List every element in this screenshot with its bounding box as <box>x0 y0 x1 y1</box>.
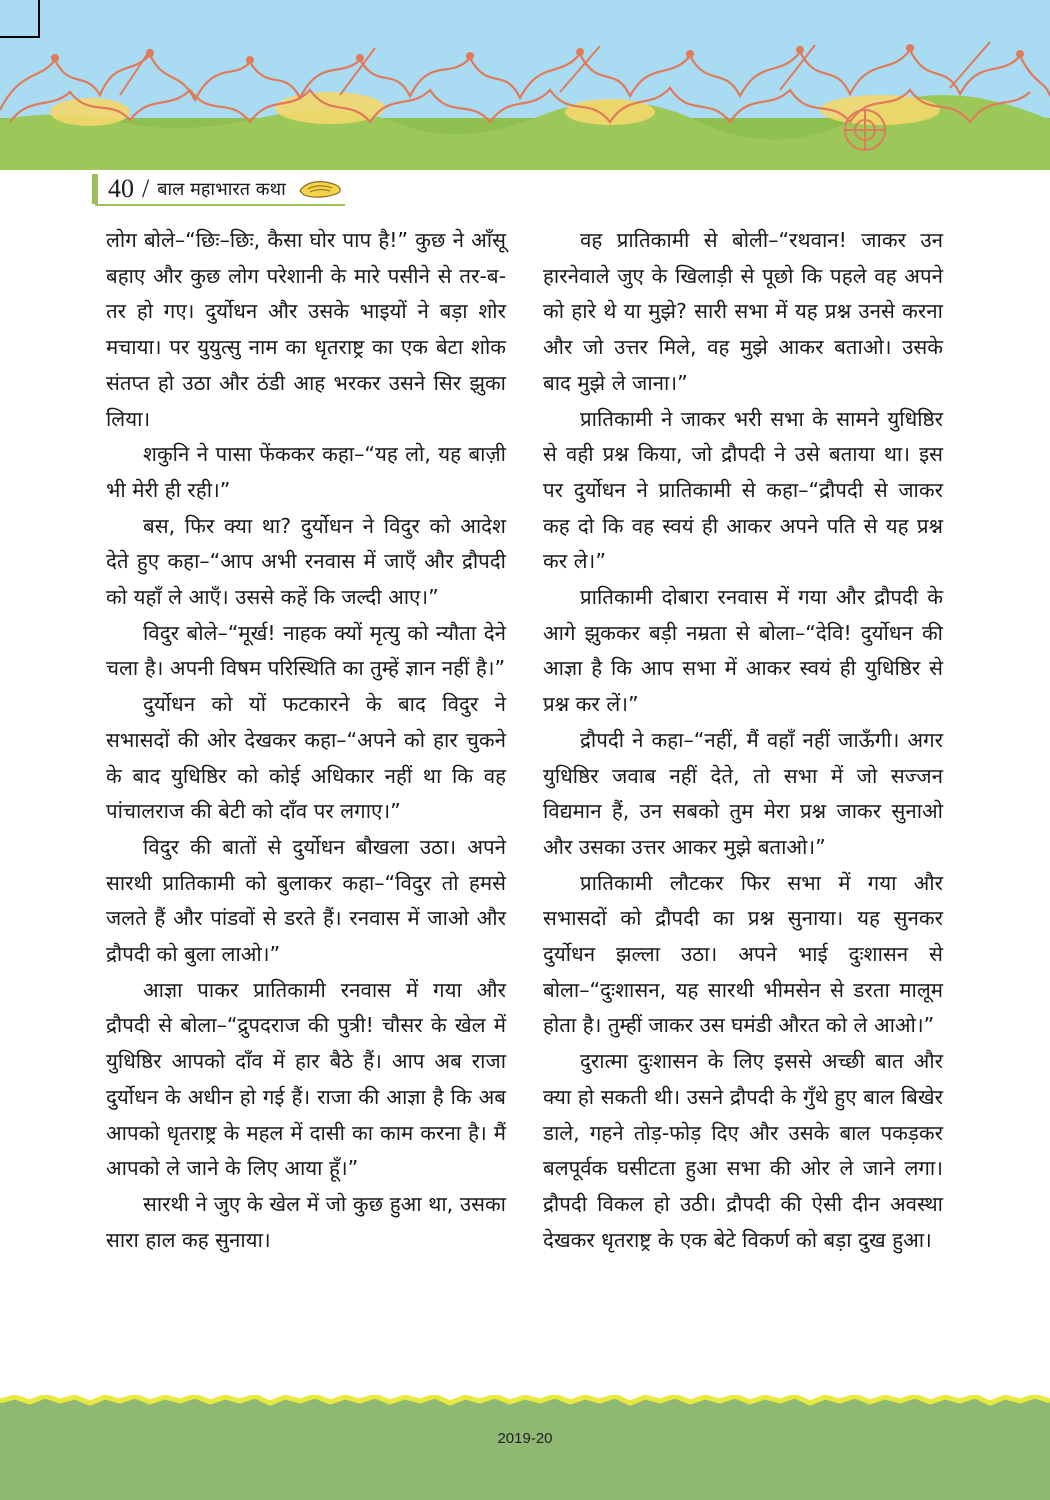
conch-shell-icon <box>296 177 344 201</box>
paragraph: दुरात्मा दुःशासन के लिए इससे अच्छी बात और क्या हो सकती थी। उसने द्रौपदी के गुँथे हुए बाल बिखेर डाले, गहने तोड़-फोड़ दिए और उसके बाल पकड़कर बलपूर्वक घसीटता हुआ सभा की ओर ले जाने लगा। द्रौपदी विकल हो उठी। द्रौपदी की ऐसी दीन अवस्था देखकर धृतराष्ट्र के एक बेटे विकर्ण को बड़ा दुख हुआ। <box>543 1049 943 1252</box>
book-title: बाल महाभारत कथा <box>157 179 286 200</box>
paragraph: वह प्रातिकामी से बोली–“रथवान! जाकर उन हारनेवाले जुए के खिलाड़ी से पूछो कि पहले वह अपने को हारे थे या मुझे? सारी सभा में यह प्रश्न उनसे करना और जो उत्तर मिले, वह मुझे आकर बताओ। उसके बाद मुझे ले जाना।” <box>543 228 943 395</box>
header-separator: / <box>142 174 150 203</box>
paragraph: द्रौपदी ने कहा–“नहीं, मैं वहाँ नहीं जाऊँगी। अगर युधिष्ठिर जवाब नहीं देते, तो सभा में जो सज्जन विद्यमान हैं, उन सबको तुम मेरा प्रश्न जाकर सुनाओ और उसका उत्तर आकर मुझे बताओ।” <box>543 727 943 859</box>
footer-year: 2019-20 <box>497 1430 553 1447</box>
paragraph: प्रातिकामी ने जाकर भरी सभा के सामने युधिष्ठिर से वही प्रश्न किया, जो द्रौपदी ने उसे बताया था। इस पर दुर्योधन ने प्रातिकामी से कहा–“द्रौपदी से जाकर कह दो कि वह स्वयं ही आकर अपने पति से यह प्रश्न कर ले।” <box>543 406 943 574</box>
running-header <box>92 172 344 206</box>
paragraph: बस, फिर क्या था? दुर्योधन ने विदुर को आदेश देते हुए कहा–“आप अभी रनवास में जाएँ और द्रौपदी को यहाँ ले आएँ। उससे कहें कि जल्दी आए।” <box>106 513 506 610</box>
paragraph: शकुनि ने पासा फेंककर कहा–“यह लो, यह बाज़ी भी मेरी ही रही।” <box>106 442 506 502</box>
paragraph: विदुर बोले–“मूर्ख! नाहक क्यों मृत्यु को न्यौता देने चला है। अपनी विषम परिस्थिति का तुम्हें ज्ञान नहीं है।” <box>106 620 506 681</box>
paragraph: विदुर की बातों से दुर्योधन बौखला उठा। अपने सारथी प्रातिकामी को बुलाकर कहा–“विदुर तो हमसे जलते हैं और पांडवों से डरते हैं। रनवास में जाओ और द्रौपदी को बुला लाओ।” <box>106 834 506 967</box>
banner-illustration <box>0 0 1050 170</box>
paragraph: लोग बोले–“छिः–छिः, कैसा घोर पाप है!” कुछ ने आँसू बहाए और कुछ लोग परेशानी के मारे पसीने से तर-ब-तर हो गए। दुर्योधन और उसके भाइयों ने बड़ा शोर मचाया। पर युयुत्सु नाम का धृतराष्ट्र का एक बेटा शोक संतप्त हो उठा और ठंडी आह भरकर उसने सिर झुका लिया। <box>106 228 506 431</box>
crop-mark <box>38 0 40 38</box>
paragraph: दुर्योधन को यों फटकारने के बाद विदुर ने सभासदों की ओर देखकर कहा–“अपने को हार चुकने के बाद युधिष्ठिर को कोई अधिकार नहीं था कि वह पांचालराज की बेटी को दाँव पर लगाए।” <box>106 692 506 824</box>
paragraph: सारथी ने जुए के खेल में जो कुछ हुआ था, उसका सारा हाल कह सुनाया। <box>106 1191 506 1252</box>
page-number: 40 <box>108 174 134 203</box>
left-text-column <box>106 223 506 1258</box>
paragraph: प्रातिकामी दोबारा रनवास में गया और द्रौपदी के आगे झुककर बड़ी नम्रता से बोला–“देवि! दुर्योधन की आज्ञा है कि आप सभा में आकर स्वयं ही युधिष्ठिर से प्रश्न कर लें।” <box>543 585 943 717</box>
paragraph: आज्ञा पाकर प्रातिकामी रनवास में गया और द्रौपदी से बोला–“द्रुपदराज की पुत्री! चौसर के खेल में युधिष्ठिर आपको दाँव में हार बैठे हैं। आप अब राजा दुर्योधन के अधीन हो गई हैं। राजा की आज्ञा है कि अब आपको धृतराष्ट्र के महल में दासी का काम करना है। मैं आपको ले जाने के लिए आया हूँ।” <box>106 977 506 1181</box>
paragraph: प्रातिकामी लौटकर फिर सभा में गया और सभासदों को द्रौपदी का प्रश्न सुनाया। यह सुनकर दुर्योधन झल्ला उठा। अपने भाई दुःशासन से बोला–“दुःशासन, यह सारथी भीमसेन से डरता मालूम होता है। तुम्हीं जाकर उस घमंडी औरत को ले आओ।” <box>543 870 943 1038</box>
header-accent-bar <box>92 174 98 204</box>
crop-mark <box>0 36 38 38</box>
footer-band <box>0 1395 1050 1500</box>
header-rule <box>95 204 345 206</box>
right-text-column <box>543 223 943 1258</box>
battle-scene-illustration <box>0 0 1050 170</box>
